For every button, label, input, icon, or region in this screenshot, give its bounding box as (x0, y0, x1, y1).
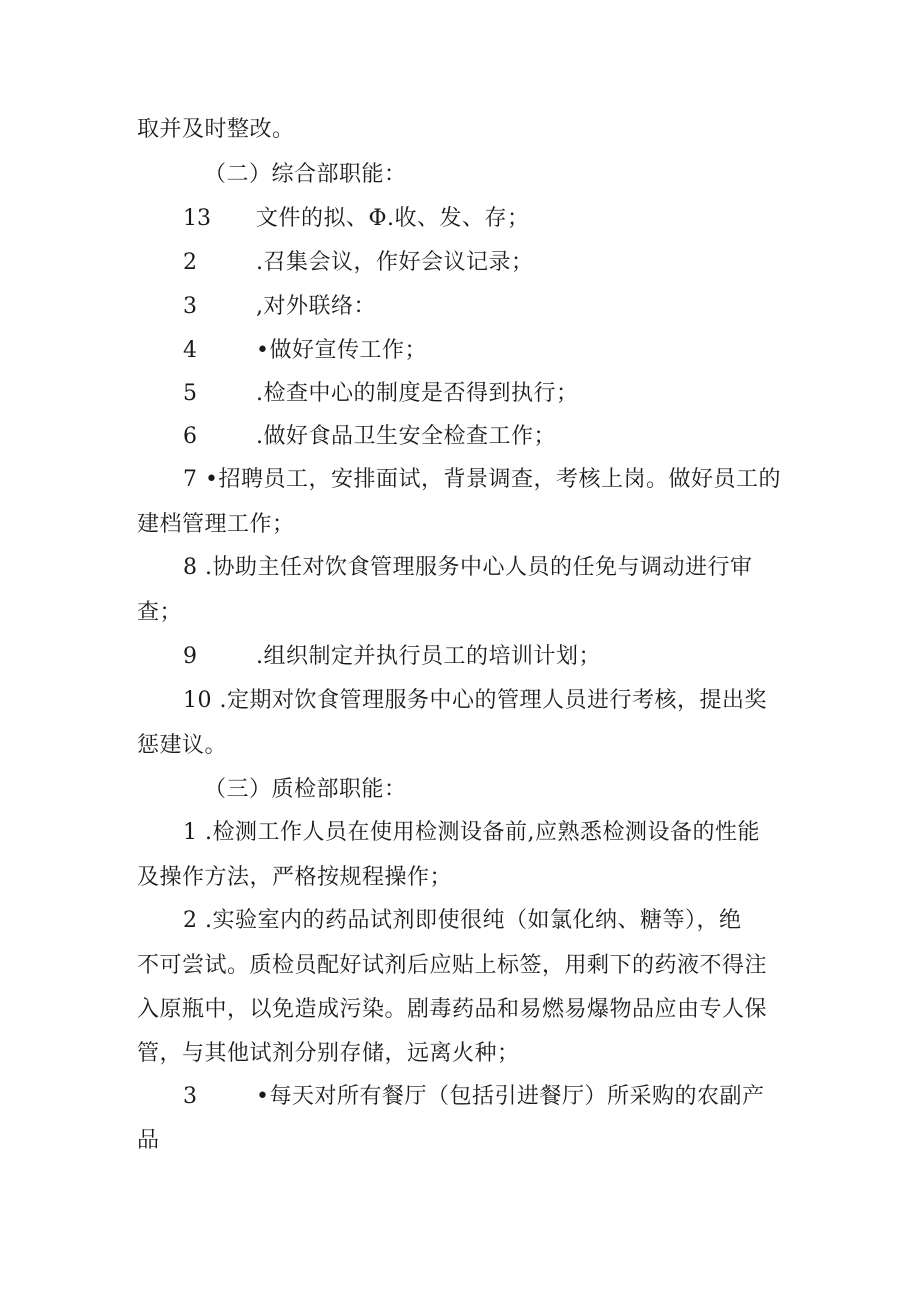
list-item-line: 1 .检测工作人员在使用检测设备前,应熟悉检测设备的性能 (183, 820, 760, 845)
list-item-number: 3 (183, 1084, 197, 1109)
list-item-continuation: 入原瓶中，以免造成污染。剧毒药品和易燃易爆物品应由专人保 (137, 997, 768, 1022)
list-item-text: .召集会议，作好会议记录； (256, 250, 534, 275)
list-item-text: .组织制定并执行员工的培训计划； (256, 644, 601, 669)
section-heading-quality-dept: （三）质检部职能： (204, 777, 407, 802)
list-item-line: 10 .定期对饮食管理服务中心的管理人员进行考核，提出奖 (183, 688, 767, 713)
list-item-text: 文件的拟、Φ.收、发、存； (256, 206, 530, 231)
list-item-number: 13 (183, 206, 211, 231)
list-item-number: 9 (183, 644, 197, 669)
list-item-text: .检查中心的制度是否得到执行； (256, 381, 579, 406)
paragraph-continuation-line: 取并及时整改。 (137, 117, 295, 142)
list-item-text: .做好食品卫生安全检查工作； (256, 424, 556, 449)
list-item-continuation: 不可尝试。质检员配好试剂后应贴上标签，用剩下的药液不得注 (137, 953, 768, 978)
list-item-continuation: 惩建议。 (137, 733, 228, 758)
list-item-line: 7 •招聘员工，安排面试，背景调查，考核上岗。做好员工的 (183, 467, 781, 492)
list-item-text: ,对外联络： (256, 294, 376, 319)
list-item-number: 5 (183, 381, 197, 406)
list-item-text: •每天对所有餐厅（包括引进餐厅）所采购的农副产 (256, 1084, 765, 1109)
list-item-continuation: 品 (137, 1128, 160, 1153)
list-item-continuation: 管，与其他试剂分别存储，远离火种； (137, 1041, 520, 1066)
list-item-continuation: 建档管理工作； (137, 512, 295, 537)
section-heading-general-dept: （二）综合部职能： (204, 162, 407, 187)
list-item-continuation: 及操作方法，严格按规程操作； (137, 865, 453, 890)
list-item-continuation: 查； (137, 600, 183, 625)
list-item-number: 3 (183, 294, 197, 319)
list-item-line: 2 .实验室内的药品试剂即使很纯（如氯化纳、糖等），绝 (183, 908, 742, 933)
list-item-number: 4 (183, 338, 197, 363)
list-item-line: 8 .协助主任对饮食管理服务中心人员的任免与调动进行审 (183, 555, 753, 580)
list-item-text: •做好宣传工作； (256, 338, 427, 363)
list-item-number: 6 (183, 424, 197, 449)
list-item-number: 2 (183, 250, 197, 275)
